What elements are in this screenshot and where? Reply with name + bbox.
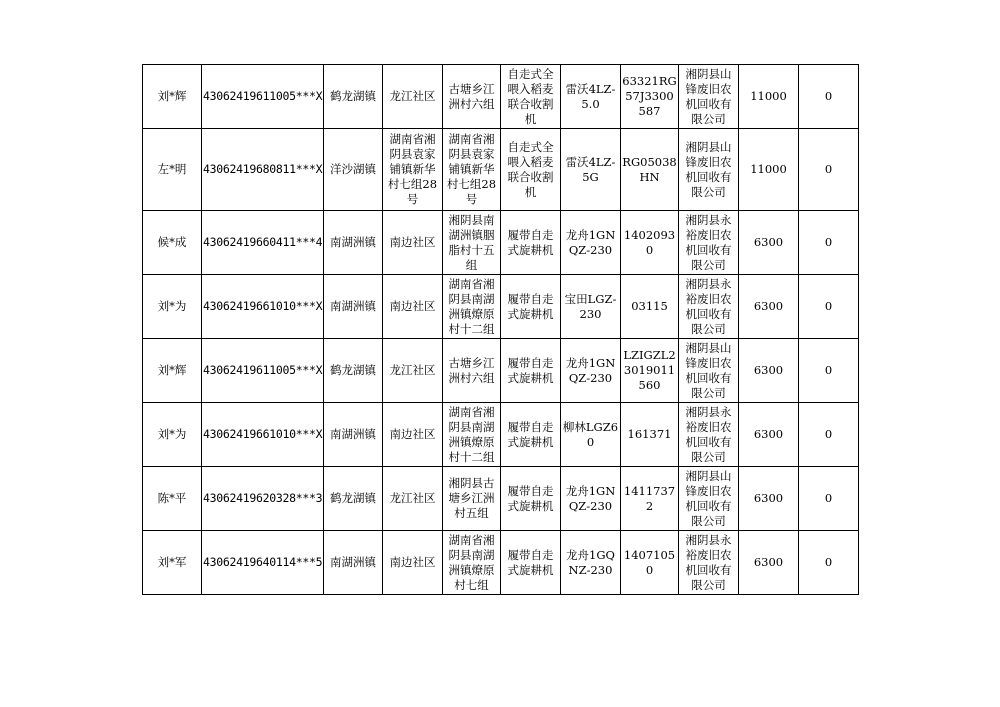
- address: 湘阴县南湖洲镇胭脂村十五组: [443, 211, 501, 275]
- recycler: 湘阴县永裕废旧农机回收有限公司: [679, 211, 739, 275]
- id-number: 43062419661010***X: [202, 275, 324, 339]
- recycler: 湘阴县永裕废旧农机回收有限公司: [679, 403, 739, 467]
- town: 南湖洲镇: [324, 275, 383, 339]
- subsidy-table: [142, 64, 859, 595]
- other-amount: 0: [799, 531, 859, 595]
- other-amount: 0: [799, 211, 859, 275]
- town: 南湖洲镇: [324, 403, 383, 467]
- recycler: 湘阴县永裕废旧农机回收有限公司: [679, 531, 739, 595]
- village: 南边社区: [383, 403, 443, 467]
- other-amount: 0: [799, 339, 859, 403]
- other-amount: 0: [799, 275, 859, 339]
- table-row: [143, 65, 859, 129]
- serial-number: 14071050: [621, 531, 679, 595]
- owner-name: 刘*辉: [143, 65, 202, 129]
- model: 雷沃4LZ-5G: [561, 129, 621, 211]
- amount: 6300: [739, 403, 799, 467]
- recycler: 湘阴县山锋废旧农机回收有限公司: [679, 467, 739, 531]
- id-number: 43062419611005***X: [202, 339, 324, 403]
- village: 南边社区: [383, 211, 443, 275]
- id-number: 43062419680811***X: [202, 129, 324, 211]
- town: 洋沙湖镇: [324, 129, 383, 211]
- village: 南边社区: [383, 275, 443, 339]
- owner-name: 候*成: [143, 211, 202, 275]
- id-number: 43062419620328***3: [202, 467, 324, 531]
- model: 雷沃4LZ-5.0: [561, 65, 621, 129]
- owner-name: 刘*为: [143, 275, 202, 339]
- id-number: 43062419640114***5: [202, 531, 324, 595]
- table-row: [143, 339, 859, 403]
- model: 柳林LGZ60: [561, 403, 621, 467]
- address: 湖南省湘阴县南湖洲镇燎原村七组: [443, 531, 501, 595]
- village: 龙江社区: [383, 339, 443, 403]
- recycler: 湘阴县山锋废旧农机回收有限公司: [679, 339, 739, 403]
- owner-name: 刘*辉: [143, 339, 202, 403]
- town: 鹤龙湖镇: [324, 65, 383, 129]
- town: 鹤龙湖镇: [324, 467, 383, 531]
- model: 龙舟1GQNZ-230: [561, 531, 621, 595]
- amount: 11000: [739, 65, 799, 129]
- machine-type: 履带自走式旋耕机: [501, 403, 561, 467]
- serial-number: LZIGZL23019011560: [621, 339, 679, 403]
- town: 南湖洲镇: [324, 211, 383, 275]
- table-row: [143, 211, 859, 275]
- serial-number: 14020930: [621, 211, 679, 275]
- address: 湖南省湘阴县南湖洲镇燎原村十二组: [443, 275, 501, 339]
- machine-type: 履带自走式旋耕机: [501, 531, 561, 595]
- amount: 6300: [739, 339, 799, 403]
- serial-number: 161371: [621, 403, 679, 467]
- model: 龙舟1GNQZ-230: [561, 467, 621, 531]
- table-row: [143, 531, 859, 595]
- owner-name: 刘*军: [143, 531, 202, 595]
- owner-name: 刘*为: [143, 403, 202, 467]
- machine-type: 履带自走式旋耕机: [501, 467, 561, 531]
- village: 南边社区: [383, 531, 443, 595]
- recycler: 湘阴县山锋废旧农机回收有限公司: [679, 129, 739, 211]
- other-amount: 0: [799, 129, 859, 211]
- address: 古塘乡江洲村六组: [443, 339, 501, 403]
- address: 湖南省湘阴县袁家铺镇新华村七组28号: [443, 129, 501, 211]
- recycler: 湘阴县永裕废旧农机回收有限公司: [679, 275, 739, 339]
- town: 鹤龙湖镇: [324, 339, 383, 403]
- amount: 6300: [739, 211, 799, 275]
- recycler: 湘阴县山锋废旧农机回收有限公司: [679, 65, 739, 129]
- amount: 6300: [739, 275, 799, 339]
- serial-number: 03115: [621, 275, 679, 339]
- serial-number: 14117372: [621, 467, 679, 531]
- id-number: 43062419660411***4: [202, 211, 324, 275]
- serial-number: 63321RG57J3300587: [621, 65, 679, 129]
- amount: 11000: [739, 129, 799, 211]
- table-row: [143, 275, 859, 339]
- owner-name: 陈*平: [143, 467, 202, 531]
- other-amount: 0: [799, 65, 859, 129]
- machine-type: 履带自走式旋耕机: [501, 275, 561, 339]
- machine-type: 履带自走式旋耕机: [501, 211, 561, 275]
- machine-type: 自走式全喂入稻麦联合收割机: [501, 65, 561, 129]
- village: 龙江社区: [383, 467, 443, 531]
- serial-number: RG05038HN: [621, 129, 679, 211]
- table-row: [143, 467, 859, 531]
- model: 龙舟1GNQZ-230: [561, 339, 621, 403]
- amount: 6300: [739, 531, 799, 595]
- machine-type: 自走式全喂入稻麦联合收割机: [501, 129, 561, 211]
- machine-type: 履带自走式旋耕机: [501, 339, 561, 403]
- other-amount: 0: [799, 403, 859, 467]
- address: 湘阴县古塘乡江洲村五组: [443, 467, 501, 531]
- id-number: 43062419611005***X: [202, 65, 324, 129]
- amount: 6300: [739, 467, 799, 531]
- owner-name: 左*明: [143, 129, 202, 211]
- id-number: 43062419661010***X: [202, 403, 324, 467]
- town: 南湖洲镇: [324, 531, 383, 595]
- address: 古塘乡江洲村六组: [443, 65, 501, 129]
- table-row: [143, 403, 859, 467]
- address: 湖南省湘阴县南湖洲镇燎原村十二组: [443, 403, 501, 467]
- village: 湖南省湘阴县袁家铺镇新华村七组28号: [383, 129, 443, 211]
- other-amount: 0: [799, 467, 859, 531]
- village: 龙江社区: [383, 65, 443, 129]
- model: 龙舟1GNQZ-230: [561, 211, 621, 275]
- table-row: [143, 129, 859, 211]
- model: 宝田LGZ-230: [561, 275, 621, 339]
